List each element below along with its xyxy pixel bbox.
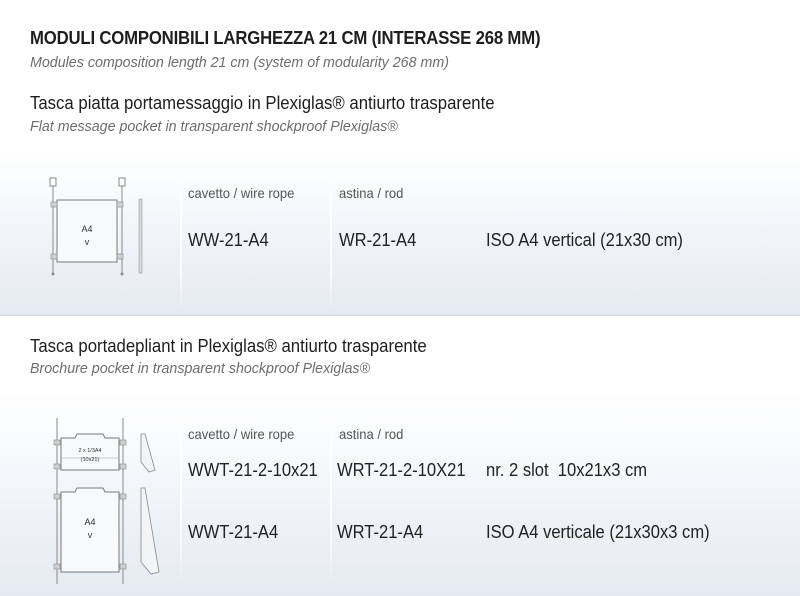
rod-column-header: astina / rod xyxy=(339,426,404,442)
section1-subtitle: Flat message pocket in transparent shockproof Plexiglas® xyxy=(30,118,398,135)
brochure-pocket-diagram xyxy=(45,412,170,592)
column-divider xyxy=(180,410,182,585)
section2-subtitle: Brochure pocket in transparent shockproof Plexiglas® xyxy=(30,360,371,377)
section1-separator xyxy=(0,315,800,316)
bottom-pocket-orientation-label: v xyxy=(87,530,93,540)
wire-rope-column-header: cavetto / wire rope xyxy=(188,426,295,442)
top-pocket-size-label: 2 x 1/3A4 xyxy=(78,448,102,454)
pocket-orientation-label: v xyxy=(84,237,90,247)
wire-rope-column-header: cavetto / wire rope xyxy=(188,185,295,201)
column-divider xyxy=(330,170,332,310)
wire-code: WWT-21-2-10x21 xyxy=(188,460,318,480)
product-description: nr. 2 slot 10x21x3 cm xyxy=(486,460,648,480)
pocket-size-label: A4 xyxy=(81,224,93,234)
section2-title: Tasca portadepliant in Plexiglas® antiurto trasparente xyxy=(30,336,427,356)
column-divider xyxy=(330,410,332,585)
column-divider xyxy=(180,170,182,310)
wire-code: WW-21-A4 xyxy=(188,230,269,250)
product-description: ISO A4 vertical (21x30 cm) xyxy=(486,230,683,250)
rod-code: WR-21-A4 xyxy=(339,230,417,250)
section1-title: Tasca piatta portamessaggio in Plexiglas® antiurto trasparente xyxy=(30,93,495,113)
flat-pocket-diagram xyxy=(40,172,160,292)
catalog-title: MODULI COMPONIBILI LARGHEZZA 21 CM (INTERASSE 268 MM) xyxy=(30,28,541,48)
rod-column-header: astina / rod xyxy=(339,185,404,201)
rod-code: WRT-21-2-10X21 xyxy=(337,460,466,480)
catalog-subtitle: Modules composition length 21 cm (system of modularity 268 mm) xyxy=(30,54,449,71)
top-pocket-dimension-label: (10x21) xyxy=(80,457,100,463)
rod-code: WRT-21-A4 xyxy=(337,522,424,542)
wire-code: WWT-21-A4 xyxy=(188,522,279,542)
product-description: ISO A4 verticale (21x30x3 cm) xyxy=(486,522,710,542)
bottom-pocket-size-label: A4 xyxy=(84,517,96,527)
